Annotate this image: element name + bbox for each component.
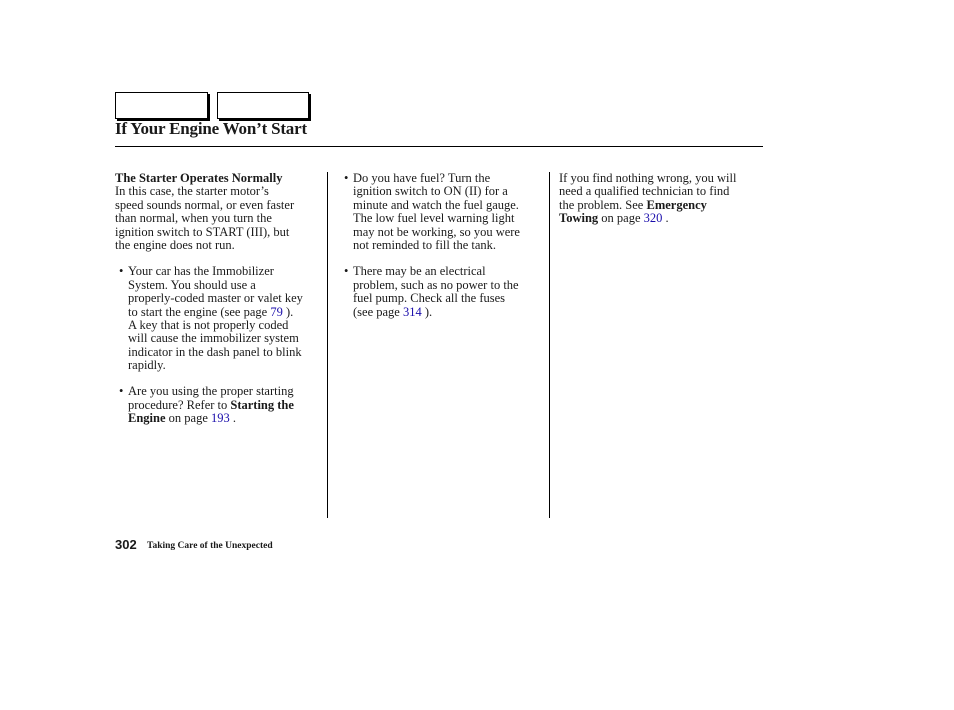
page-number: 302 xyxy=(115,537,137,552)
page-link-193[interactable]: 193 xyxy=(211,411,230,426)
text: on page xyxy=(165,411,211,426)
intro-line: In this case, the starter motor’s xyxy=(115,184,269,199)
bullet-line: • Are you using the proper starting xyxy=(128,384,294,399)
bullet-line xyxy=(128,306,325,319)
bullet-line: indicator in the dash panel to blink xyxy=(128,344,302,359)
bullet-line xyxy=(128,412,325,425)
title-divider xyxy=(115,146,763,147)
bullet-fuel xyxy=(340,172,538,252)
bullet-line xyxy=(353,306,538,319)
bullet-line: System. You should use a xyxy=(128,277,256,292)
text: (see page xyxy=(353,304,403,319)
bullet-line: ignition switch to ON (II) for a xyxy=(353,184,508,199)
bullet-line: • Do you have fuel? Turn the xyxy=(353,171,491,185)
bullet-line: will cause the immobilizer system xyxy=(128,331,299,346)
bullet-immobilizer xyxy=(115,265,325,372)
text-line: If you find nothing wrong, you will xyxy=(559,171,737,185)
section-heading: The Starter Operates Normally xyxy=(115,171,283,185)
column-1 xyxy=(115,172,325,426)
intro-line: ignition switch to START (III), but xyxy=(115,224,290,239)
bullet-line: properly-coded master or valet key xyxy=(128,291,303,306)
bullet-line: problem, such as no power to the xyxy=(353,277,519,292)
text: . xyxy=(662,211,669,226)
bullet-starting-procedure xyxy=(115,385,325,425)
bullet-line: The low fuel level warning light xyxy=(353,211,515,226)
text: the problem. See xyxy=(559,197,647,212)
bullet-line: • Your car has the Immobilizer xyxy=(128,264,274,279)
bullet-line: may not be working, so you were xyxy=(353,224,520,239)
bullet-line: • There may be an electrical xyxy=(353,264,486,279)
text-line xyxy=(559,199,763,212)
column-3 xyxy=(559,172,763,226)
text: to start the engine (see page xyxy=(128,304,271,319)
bullet-line: minute and watch the fuel gauge. xyxy=(353,197,519,212)
text-line: need a qualified technician to find xyxy=(559,184,730,199)
text: ). xyxy=(282,304,294,319)
column-divider xyxy=(327,172,328,518)
intro-line: the engine does not run. xyxy=(115,237,235,252)
reference-bold: Engine xyxy=(128,411,166,426)
nav-previous-button[interactable] xyxy=(115,92,208,119)
page-title: If Your Engine Won’t Start xyxy=(115,119,307,138)
reference-bold: Emergency xyxy=(646,197,707,212)
column-2 xyxy=(340,172,538,319)
text: procedure? Refer to xyxy=(128,397,231,412)
text: on page xyxy=(598,211,644,226)
bullet-line: fuel pump. Check all the fuses xyxy=(353,291,506,306)
intro-line: speed sounds normal, or even faster xyxy=(115,197,295,212)
section-footer: Taking Care of the Unexpected xyxy=(147,541,273,551)
intro-line: than normal, when you turn the xyxy=(115,211,272,226)
bullet-line xyxy=(128,399,325,412)
nav-next-button[interactable] xyxy=(217,92,309,119)
page-link-79[interactable]: 79 xyxy=(270,304,283,319)
reference-bold: Towing xyxy=(559,211,599,226)
bullet-line: not reminded to fill the tank. xyxy=(353,237,497,252)
column-divider xyxy=(549,172,550,518)
text: ). xyxy=(421,304,433,319)
text: . xyxy=(229,411,236,426)
bullet-line: A key that is not properly coded xyxy=(128,317,289,332)
page-link-320[interactable]: 320 xyxy=(643,211,663,226)
bullet-line: rapidly. xyxy=(128,358,166,373)
text-line xyxy=(559,212,763,225)
page-link-314[interactable]: 314 xyxy=(402,304,422,319)
bullet-electrical xyxy=(340,265,538,319)
reference-bold: Starting the xyxy=(230,397,294,412)
